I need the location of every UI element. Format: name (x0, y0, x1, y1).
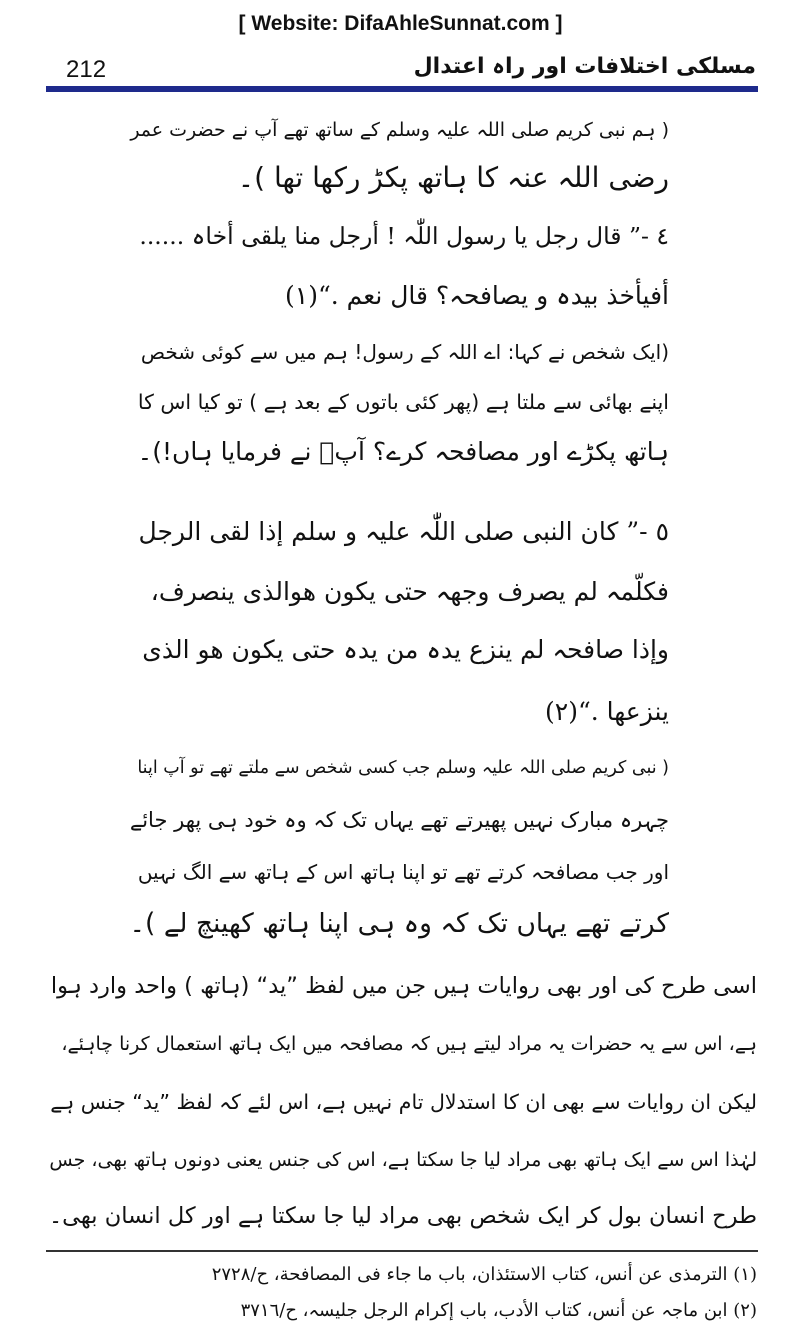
website-banner: [ Website: DifaAhleSunnat.com ] (238, 12, 563, 35)
text-line: ( نبی کریم صلی اللہ علیہ وسلم جب کسی شخص سے ملتے تھے تو آپ اپنا (137, 758, 669, 778)
text-line: (ایک شخص نے کہا: اے اللہ کے رسول! ہم میں سے کوئی شخص (140, 340, 669, 364)
header-rule (46, 86, 758, 92)
text-line: اور جب مصافحہ کرتے تھے تو اپنا ہاتھ اس کے ہاتھ سے الگ نہیں (137, 860, 669, 884)
arabic-line: ٥ -” کان النبی صلی اللّٰہ علیہ و سلم إذا لقی الرجل (138, 517, 669, 546)
footnote: (٢) ابن ماجہ عن أنس، کتاب الأدب، باب إکرام الرجل جلیسہ، ح/٣٧١٦ (240, 1300, 757, 1321)
text-line: ہے، اس سے یہ حضرات یہ مراد لیتے ہیں کہ مصافحہ میں ایک ہاتھ استعمال کرنا چاہئے، (61, 1033, 757, 1055)
text-line: رضی اللہ عنہ کا ہاتھ پکڑ رکھا تھا )۔ (237, 161, 669, 194)
arabic-line: ینزعھا .“(٢) (545, 697, 669, 726)
book-title: مسلکی اختلافات اور راہ اعتدال (413, 54, 756, 79)
arabic-line: فکلّمہ لم یصرف وجھہ حتی یکون ھوالذی ینصرف، (150, 577, 669, 606)
text-line: لیکن ان روایات سے بھی ان کا استدلال تام نہیں ہے، اس لئے کہ لفظ ”ید“ جنس ہے (50, 1090, 757, 1114)
footnote-rule (46, 1250, 758, 1252)
page-number: 212 (66, 56, 107, 83)
text-line: چہرہ مبارک نہیں پھیرتے تھے یہاں تک کہ وہ خود ہی پھر جائے (129, 808, 669, 832)
footnote: (١) الترمذی عن أنس، کتاب الاستئذان، باب ما جاء فی المصافحة، ح/٢٧٢٨ (211, 1264, 757, 1285)
arabic-line: وإذا صافحہ لم ینزع یدہ من یدہ حتی یکون ھو الذی (142, 635, 669, 664)
text-line: لہٰذا اس سے ایک ہاتھ بھی مراد لیا جا سکتا ہے، اس کی جنس یعنی دونوں ہاتھ بھی، جس (49, 1149, 757, 1171)
arabic-line: أفیأخذ بیدہ و یصافحہ؟ قال نعم .“(١) (285, 281, 669, 310)
text-line: اسی طرح کی اور بھی روایات ہیں جن میں لفظ ”ید“ (ہاتھ ) واحد وارد ہوا (50, 973, 757, 999)
text-line: کرتے تھے یہاں تک کہ وہ ہی اپنا ہاتھ کھینچ لے )۔ (129, 908, 669, 939)
text-line: ہاتھ پکڑے اور مصافحہ کرے؟ آپؐ نے فرمایا ہاں!)۔ (137, 437, 669, 466)
arabic-line: ٤ -” قال رجل یا رسول اللّٰہ ! أرجل منا یلقی أخاہ ...... (139, 222, 669, 250)
text-line: ( ہم نبی کریم صلی اللہ علیہ وسلم کے ساتھ تھے آپ نے حضرت عمر (130, 119, 669, 141)
text-line: طرح انسان بول کر ایک شخص بھی مراد لیا جا سکتا ہے اور کل انسان بھی۔ (49, 1203, 757, 1229)
text-line: اپنے بھائی سے ملتا ہے (پھر کئی باتوں کے بعد ہے ) تو کیا اس کا (137, 390, 669, 414)
